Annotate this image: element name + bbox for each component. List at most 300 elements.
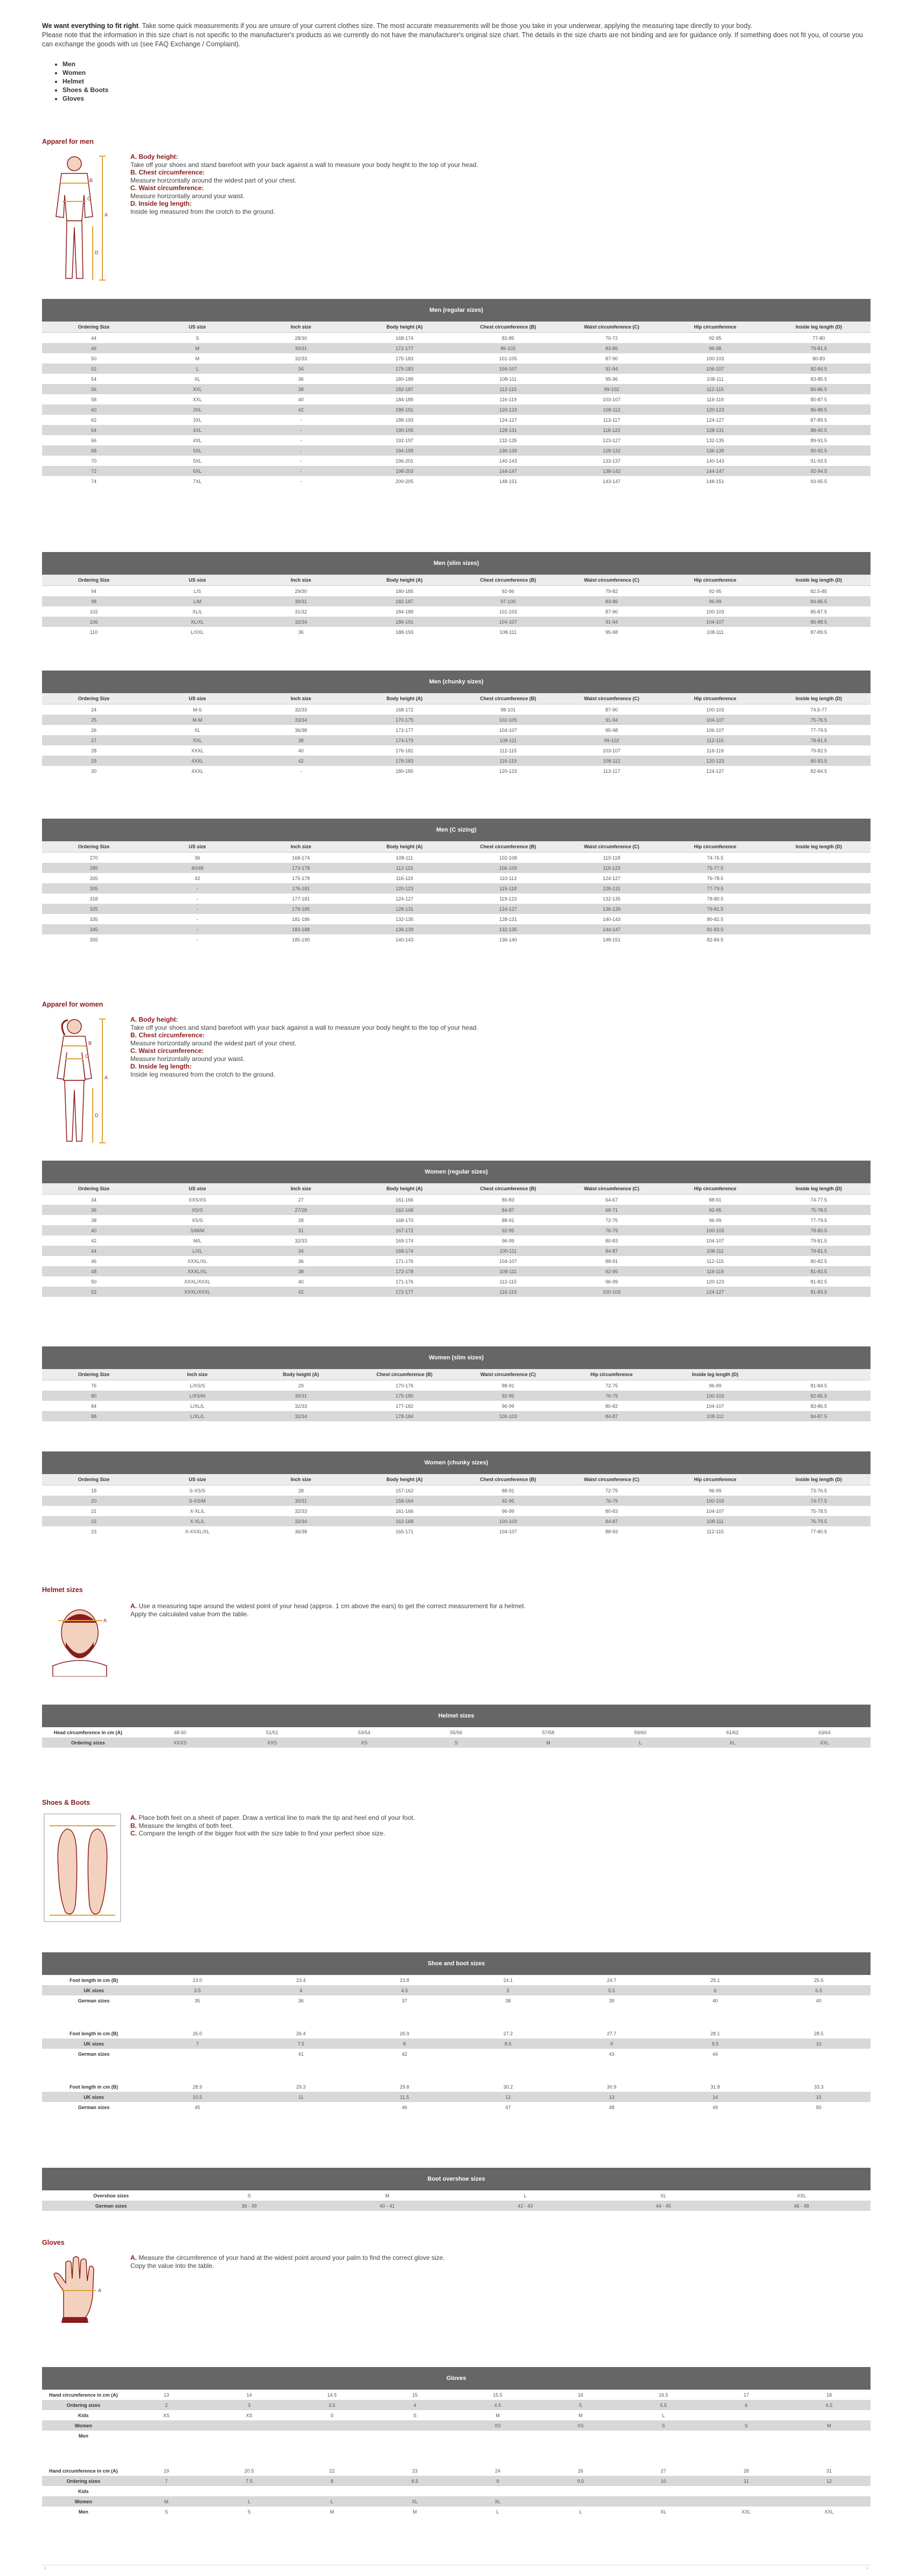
table-cell: X-XL/L bbox=[145, 1516, 249, 1526]
table-cell: 28 bbox=[42, 745, 145, 756]
table-cell: XS bbox=[208, 2410, 291, 2420]
table-cell: 184-189 bbox=[353, 394, 456, 404]
table-cell: 44 - 45 bbox=[594, 2201, 732, 2211]
table-cell: 38 bbox=[456, 1995, 560, 2006]
table-cell: 88-91 bbox=[456, 1215, 560, 1225]
table-cell: 25.5 bbox=[767, 1975, 871, 1985]
table-cell: XXXL/XL bbox=[145, 1256, 249, 1266]
table-cell: X-XXXL/XL bbox=[145, 1526, 249, 1537]
table-cell: 100-103 bbox=[664, 1496, 767, 1506]
table-cell: 27/28 bbox=[249, 1205, 353, 1215]
table-cell: 9 bbox=[456, 2476, 539, 2486]
row-label: Foot length in cm (B) bbox=[42, 2082, 145, 2092]
women-regular-table bbox=[42, 1161, 871, 1297]
category-link-helmet[interactable]: • Helmet bbox=[62, 77, 871, 86]
table-row bbox=[42, 1195, 871, 1205]
table-cell: 8.5 bbox=[373, 2476, 456, 2486]
table-cell: L bbox=[456, 2190, 594, 2201]
table-row bbox=[42, 596, 871, 606]
table-cell: 31 bbox=[249, 1225, 353, 1235]
table-row bbox=[42, 924, 871, 934]
column-header: Waist circumference (C) bbox=[560, 1474, 663, 1485]
column-header: Hip circumference bbox=[664, 575, 767, 586]
table-cell: 18 bbox=[788, 2390, 871, 2400]
table-cell: 10.5 bbox=[145, 2092, 249, 2102]
table-cell: - bbox=[145, 904, 249, 914]
category-link-shoes[interactable]: • Shoes & Boots bbox=[62, 86, 871, 94]
column-header: Hip circumference bbox=[664, 322, 767, 333]
table-cell: 176-181 bbox=[249, 883, 353, 893]
column-header: Ordering Size bbox=[42, 1183, 145, 1195]
table-cell: 28.1 bbox=[664, 2028, 767, 2039]
table-cell: 84-86.5 bbox=[767, 596, 871, 606]
table-cell: 6.5 bbox=[767, 1985, 871, 1995]
table-row bbox=[42, 384, 871, 394]
table-row bbox=[42, 863, 871, 873]
helmet-section bbox=[42, 1586, 871, 1678]
table-cell: 104-107 bbox=[664, 1506, 767, 1516]
table-cell bbox=[539, 2486, 622, 2496]
table-cell: 124-127 bbox=[560, 873, 663, 883]
column-header: Waist circumference (C) bbox=[560, 841, 663, 853]
table-cell: 68 bbox=[42, 445, 145, 456]
row-label: Women bbox=[42, 2496, 125, 2507]
table-cell: - bbox=[249, 476, 353, 486]
table-cell: 40 bbox=[249, 394, 353, 404]
table-cell: 136-140 bbox=[456, 934, 560, 945]
shoes-legend bbox=[130, 1813, 415, 1925]
table-cell: 7.5 bbox=[249, 2039, 353, 2049]
table-cell: 75-78.5 bbox=[767, 1205, 871, 1215]
table-row bbox=[42, 766, 871, 776]
table-cell: 179-183 bbox=[353, 364, 456, 374]
gloves-section bbox=[42, 2239, 871, 2324]
table-row bbox=[42, 1526, 871, 1537]
table-cell: 32/33 bbox=[249, 1401, 353, 1411]
table-cell: S-XS/M bbox=[145, 1496, 249, 1506]
table-cell: 28/30 bbox=[249, 333, 353, 344]
table-cell: 192-197 bbox=[353, 435, 456, 445]
row-label: Hand circumference in cm (A) bbox=[42, 2390, 125, 2400]
table-cell: 177-181 bbox=[249, 893, 353, 904]
table-cell: S-XS/S bbox=[145, 1485, 249, 1496]
table-cell: 99-102 bbox=[560, 384, 663, 394]
table-cell bbox=[622, 2496, 705, 2507]
table-cell: 25 bbox=[42, 715, 145, 725]
table-cell: XS bbox=[456, 2420, 539, 2431]
table-row bbox=[42, 883, 871, 893]
table-cell: 7 bbox=[125, 2476, 208, 2486]
category-link-men[interactable]: • Men bbox=[62, 60, 871, 68]
table-row bbox=[42, 1380, 871, 1391]
table-cell: 80-83 bbox=[767, 353, 871, 364]
shoe-table-wrap bbox=[42, 1952, 871, 2112]
table-row bbox=[42, 466, 871, 476]
men-measure-legend bbox=[130, 152, 478, 288]
table-cell: 40/48 bbox=[145, 863, 249, 873]
table-cell: 42 bbox=[249, 404, 353, 415]
table-cell: 3 bbox=[208, 2400, 291, 2410]
table-cell: 136-139 bbox=[353, 924, 456, 934]
table-cell: 171-176 bbox=[353, 1256, 456, 1266]
row-label: Men bbox=[42, 2431, 125, 2441]
row-label: Head circumference in cm (A) bbox=[42, 1727, 134, 1737]
table-cell: 138-142 bbox=[560, 466, 663, 476]
table-cell: 32/34 bbox=[249, 1411, 353, 1421]
head-illustration bbox=[42, 1601, 123, 1678]
spacer-row bbox=[42, 2441, 871, 2466]
table-cell: 51/51 bbox=[226, 1727, 318, 1737]
table-cell: XL bbox=[622, 2507, 705, 2517]
table-cell: 85-87.5 bbox=[767, 606, 871, 617]
table-row bbox=[42, 1485, 871, 1496]
table-cell: 4XL bbox=[145, 425, 249, 435]
men-section-title: Apparel for men bbox=[42, 138, 94, 145]
table-cell: 128-131 bbox=[353, 904, 456, 914]
table-row bbox=[42, 1235, 871, 1246]
table-cell: 4 bbox=[373, 2400, 456, 2410]
column-header: Ordering Size bbox=[42, 693, 145, 704]
table-cell: 84-87.5 bbox=[767, 1411, 871, 1421]
table-cell: 5.5 bbox=[622, 2400, 705, 2410]
column-header: Inside leg length (D) bbox=[767, 841, 871, 853]
table-row bbox=[42, 853, 871, 863]
table-cell: 16 bbox=[539, 2390, 622, 2400]
table-cell: 99-102 bbox=[560, 735, 663, 745]
women-chunky-table-wrap bbox=[42, 1451, 871, 1537]
helmet-a-text: Use a measuring tape around the widest point of your head (approx. 1 cm above the ears) to get the correct measurement for a helmet. bbox=[138, 1602, 526, 1610]
table-cell: 27.7 bbox=[560, 2028, 663, 2039]
category-link-women[interactable]: • Women bbox=[62, 68, 871, 77]
table-cell: 26.4 bbox=[249, 2028, 353, 2039]
table-cell: 4.5 bbox=[456, 2400, 539, 2410]
table-cell: 100-103 bbox=[664, 704, 767, 715]
table-cell: 85-87.5 bbox=[767, 394, 871, 404]
table-cell: 43 bbox=[560, 2049, 663, 2059]
table-cell: 100-103 bbox=[664, 353, 767, 364]
table-cell: XL bbox=[686, 1737, 778, 1748]
table-cell: S bbox=[145, 333, 249, 344]
table-cell: 180-185 bbox=[353, 586, 456, 597]
table-cell: L/M bbox=[145, 596, 249, 606]
overshoe-table-title: Boot overshoe sizes bbox=[42, 2168, 871, 2190]
table-row bbox=[42, 476, 871, 486]
table-cell bbox=[539, 2431, 622, 2441]
column-header: Ordering Size bbox=[42, 841, 145, 853]
table-cell: 168-174 bbox=[353, 1246, 456, 1256]
table-cell bbox=[622, 2431, 705, 2441]
table-cell: 80-82.5 bbox=[767, 1256, 871, 1266]
table-cell: M bbox=[456, 2410, 539, 2420]
table-row bbox=[42, 2420, 871, 2431]
table-cell: 36 bbox=[249, 374, 353, 384]
table-cell: 136-139 bbox=[456, 445, 560, 456]
table-cell: M bbox=[539, 2410, 622, 2420]
table-cell: 84-87 bbox=[456, 1205, 560, 1215]
table-title: Men (C sizing) bbox=[42, 819, 871, 841]
scroll-left-arrow[interactable]: ‹ bbox=[44, 2565, 46, 2571]
table-cell: 188-193 bbox=[353, 415, 456, 425]
size-guide-page bbox=[42, 22, 871, 103]
table-cell: 96-99 bbox=[456, 1506, 560, 1516]
table-row bbox=[42, 756, 871, 766]
column-header: US size bbox=[145, 575, 249, 586]
table-cell: 270 bbox=[42, 853, 145, 863]
table-cell: 34 bbox=[249, 364, 353, 374]
page-scrollbar[interactable] bbox=[42, 2565, 871, 2573]
column-header: Ordering Size bbox=[42, 575, 145, 586]
table-cell bbox=[767, 934, 871, 945]
table-cell: 30/31 bbox=[249, 1391, 353, 1401]
table-cell: 144-147 bbox=[664, 466, 767, 476]
table-cell: 108-111 bbox=[456, 1266, 560, 1276]
table-cell: 15 bbox=[767, 2092, 871, 2102]
table-row bbox=[42, 1246, 871, 1256]
men-regular-table-wrap bbox=[42, 299, 871, 486]
table-cell: 3.5 bbox=[290, 2400, 373, 2410]
table-title: Women (regular sizes) bbox=[42, 1161, 871, 1183]
table-cell: 132-135 bbox=[664, 435, 767, 445]
table-cell: S bbox=[622, 2420, 705, 2431]
table-cell: 95-98 bbox=[560, 627, 663, 637]
table-cell: M bbox=[373, 2507, 456, 2517]
table-row bbox=[42, 627, 871, 637]
table-cell: 9.5 bbox=[539, 2476, 622, 2486]
column-header bbox=[767, 1369, 871, 1380]
table-cell: 108-111 bbox=[456, 627, 560, 637]
table-title: Women (slim sizes) bbox=[42, 1346, 871, 1369]
column-header: Chest circumference (B) bbox=[456, 1474, 560, 1485]
table-cell: XS/S bbox=[145, 1205, 249, 1215]
table-cell: - bbox=[145, 924, 249, 934]
table-cell: 106-107 bbox=[664, 364, 767, 374]
table-row bbox=[42, 745, 871, 756]
table-cell: L bbox=[208, 2496, 291, 2507]
svg-text:A: A bbox=[103, 1618, 107, 1623]
table-cell bbox=[767, 863, 871, 873]
table-row bbox=[42, 586, 871, 597]
table-cell: 30.2 bbox=[456, 2082, 560, 2092]
table-cell: 190-195 bbox=[353, 425, 456, 435]
table-row bbox=[42, 415, 871, 425]
men-chunky-table bbox=[42, 671, 871, 776]
table-cell: XS/S bbox=[145, 1215, 249, 1225]
table-cell: 76 bbox=[42, 1380, 145, 1391]
column-header: Body height (A) bbox=[249, 1369, 353, 1380]
table-cell bbox=[788, 2431, 871, 2441]
table-cell: XS bbox=[318, 1737, 410, 1748]
table-cell: 79-82.5 bbox=[767, 745, 871, 756]
table-cell: 74 bbox=[42, 476, 145, 486]
table-cell: 88-91 bbox=[456, 1380, 560, 1391]
column-header: Hip circumference bbox=[664, 693, 767, 704]
table-cell: 16.5 bbox=[622, 2390, 705, 2400]
table-cell: X-XL/L bbox=[145, 1506, 249, 1516]
table-cell: 98-101 bbox=[456, 704, 560, 715]
table-cell: 27 bbox=[42, 735, 145, 745]
column-header: Waist circumference (C) bbox=[560, 1183, 663, 1195]
column-header: Inch size bbox=[249, 322, 353, 333]
table-row bbox=[42, 1225, 871, 1235]
table-cell: 26 bbox=[539, 2466, 622, 2476]
helmet-b-text: Apply the calculated value from the table. bbox=[130, 1610, 249, 1618]
table-cell: 20.5 bbox=[208, 2466, 291, 2476]
table-cell: 49 bbox=[664, 2102, 767, 2112]
table-cell bbox=[373, 2486, 456, 2496]
table-cell: 56 bbox=[42, 384, 145, 394]
table-cell: 55/56 bbox=[410, 1727, 503, 1737]
women-d-text: Inside leg measured from the crotch to the ground. bbox=[130, 1070, 275, 1078]
table-cell: 124-127 bbox=[664, 415, 767, 425]
table-cell: 200-205 bbox=[353, 476, 456, 486]
table-cell: 116-119 bbox=[664, 745, 767, 756]
table-cell: L bbox=[145, 364, 249, 374]
table-row bbox=[42, 2466, 871, 2476]
table-cell: 28.5 bbox=[767, 2028, 871, 2039]
table-cell: 116-119 bbox=[664, 1266, 767, 1276]
row-label: Ordering sizes bbox=[42, 1737, 134, 1748]
table-cell: 40 bbox=[664, 1995, 767, 2006]
table-cell: 24 bbox=[456, 2466, 539, 2476]
table-cell: 92-95 bbox=[560, 1266, 663, 1276]
table-row bbox=[42, 374, 871, 384]
table-cell: 92-95 bbox=[664, 1205, 767, 1215]
table-row bbox=[42, 1995, 871, 2006]
table-cell: M/L bbox=[145, 1235, 249, 1246]
helmet-table-title: Helmet sizes bbox=[42, 1705, 871, 1727]
table-cell: 168-174 bbox=[353, 333, 456, 344]
table-cell: 72-75 bbox=[560, 1380, 663, 1391]
table-cell: 80-83 bbox=[560, 1235, 663, 1246]
table-cell: 4XXL bbox=[145, 756, 249, 766]
table-cell: XXXL/XL bbox=[145, 1266, 249, 1276]
table-cell: 29.3 bbox=[249, 2082, 353, 2092]
table-cell: 58 bbox=[42, 394, 145, 404]
row-label: Foot length in cm (B) bbox=[42, 2028, 145, 2039]
table-cell bbox=[705, 2410, 788, 2420]
table-cell: XS bbox=[125, 2410, 208, 2420]
category-list bbox=[42, 60, 871, 103]
table-cell: 108-112 bbox=[560, 756, 663, 766]
table-cell: 103-107 bbox=[560, 745, 663, 756]
table-cell: 86-88.5 bbox=[767, 404, 871, 415]
women-b-text: Measure horizontally around the widest part of your chest. bbox=[130, 1039, 297, 1047]
table-cell: 75-78.5 bbox=[767, 1506, 871, 1516]
table-cell: 100-103 bbox=[456, 1411, 560, 1421]
column-header: Body height (A) bbox=[353, 1183, 456, 1195]
table-cell: 46 bbox=[42, 343, 145, 353]
svg-text:A: A bbox=[105, 212, 108, 218]
scroll-right-arrow[interactable]: › bbox=[866, 2565, 868, 2571]
table-cell: 120-123 bbox=[353, 883, 456, 893]
helmet-section-title: Helmet sizes bbox=[42, 1586, 83, 1594]
table-cell: 104-107 bbox=[456, 617, 560, 627]
men-section bbox=[42, 138, 871, 288]
table-cell: 24 bbox=[42, 704, 145, 715]
table-cell: 31 bbox=[788, 2466, 871, 2476]
table-cell: 132-135 bbox=[456, 435, 560, 445]
table-cell: 82-84.5 bbox=[767, 766, 871, 776]
table-cell: 115-118 bbox=[456, 883, 560, 893]
table-cell: 119-123 bbox=[560, 863, 663, 873]
table-row bbox=[42, 2486, 871, 2496]
table-cell: 79-82 bbox=[560, 586, 663, 597]
table-cell: 116-119 bbox=[353, 873, 456, 883]
table-row bbox=[42, 2431, 871, 2441]
column-header: Chest circumference (B) bbox=[353, 1369, 456, 1380]
column-header: Inside leg length (D) bbox=[767, 693, 871, 704]
table-cell: XXXL bbox=[145, 745, 249, 756]
table-cell: 188-193 bbox=[353, 627, 456, 637]
table-cell: 182-187 bbox=[353, 596, 456, 606]
column-header: Inside leg length (D) bbox=[767, 1474, 871, 1485]
table-cell: 169-174 bbox=[353, 1235, 456, 1246]
table-cell: 78-80.5 bbox=[664, 893, 767, 904]
table-row bbox=[42, 715, 871, 725]
table-cell: 120-123 bbox=[456, 404, 560, 415]
table-cell: 72 bbox=[42, 466, 145, 476]
table-cell: 113-117 bbox=[560, 766, 663, 776]
table-cell: 48-50 bbox=[134, 1727, 226, 1737]
category-link-gloves[interactable]: • Gloves bbox=[62, 94, 871, 103]
table-row bbox=[42, 1727, 871, 1737]
column-header: Inside leg length (D) bbox=[767, 322, 871, 333]
table-cell: - bbox=[145, 893, 249, 904]
table-row bbox=[42, 725, 871, 735]
table-row bbox=[42, 425, 871, 435]
table-cell: 123-127 bbox=[560, 435, 663, 445]
table-cell: L bbox=[622, 2410, 705, 2420]
table-cell: 84-87 bbox=[560, 1246, 663, 1256]
table-cell: 38 bbox=[249, 384, 353, 394]
table-cell: 77-79.5 bbox=[767, 1215, 871, 1225]
table-cell: 74-76.5 bbox=[664, 853, 767, 863]
table-cell: XL/L bbox=[145, 606, 249, 617]
table-cell: S bbox=[410, 1737, 503, 1748]
helmet-legend bbox=[130, 1601, 526, 1678]
table-cell: 285 bbox=[42, 863, 145, 873]
svg-text:B: B bbox=[88, 1041, 92, 1046]
table-cell: 108-111 bbox=[664, 374, 767, 384]
table-cell: 88-90.5 bbox=[767, 425, 871, 435]
table-cell bbox=[539, 2496, 622, 2507]
row-label: Men bbox=[42, 2507, 125, 2517]
table-row bbox=[42, 2190, 871, 2201]
table-cell: 7 bbox=[145, 2039, 249, 2049]
table-cell: 102 bbox=[42, 606, 145, 617]
table-cell: 74-77.5 bbox=[767, 1496, 871, 1506]
table-cell bbox=[125, 2420, 208, 2431]
table-cell: 86-102 bbox=[456, 343, 560, 353]
row-label: Foot length in cm (B) bbox=[42, 1975, 145, 1985]
table-cell: 92-95 bbox=[456, 1496, 560, 1506]
table-cell: 165-171 bbox=[353, 1526, 456, 1537]
table-cell: 194-199 bbox=[353, 445, 456, 456]
table-cell bbox=[767, 2049, 871, 2059]
table-cell: 88 bbox=[42, 1411, 145, 1421]
table-cell: 168-172 bbox=[353, 704, 456, 715]
column-header: US size bbox=[145, 1474, 249, 1485]
svg-text:C: C bbox=[85, 1053, 89, 1059]
table-cell: 140-143 bbox=[560, 914, 663, 924]
women-regular-table-wrap bbox=[42, 1161, 871, 1297]
table-cell: 53/54 bbox=[318, 1727, 410, 1737]
intro-p2: Please note that the information in this size chart is not specific to the manufacturer's products as we currently do not have the manufacturer's original size chart. The details in the size charts are not binding and are for guidance only. If something does not fit you, of course you can exchange the goods with us (see FAQ Exchange / Complaint). bbox=[42, 31, 863, 48]
table-cell bbox=[767, 914, 871, 924]
svg-text:D: D bbox=[95, 250, 99, 255]
table-cell: 6 bbox=[705, 2400, 788, 2410]
table-cell: 132-135 bbox=[353, 914, 456, 924]
